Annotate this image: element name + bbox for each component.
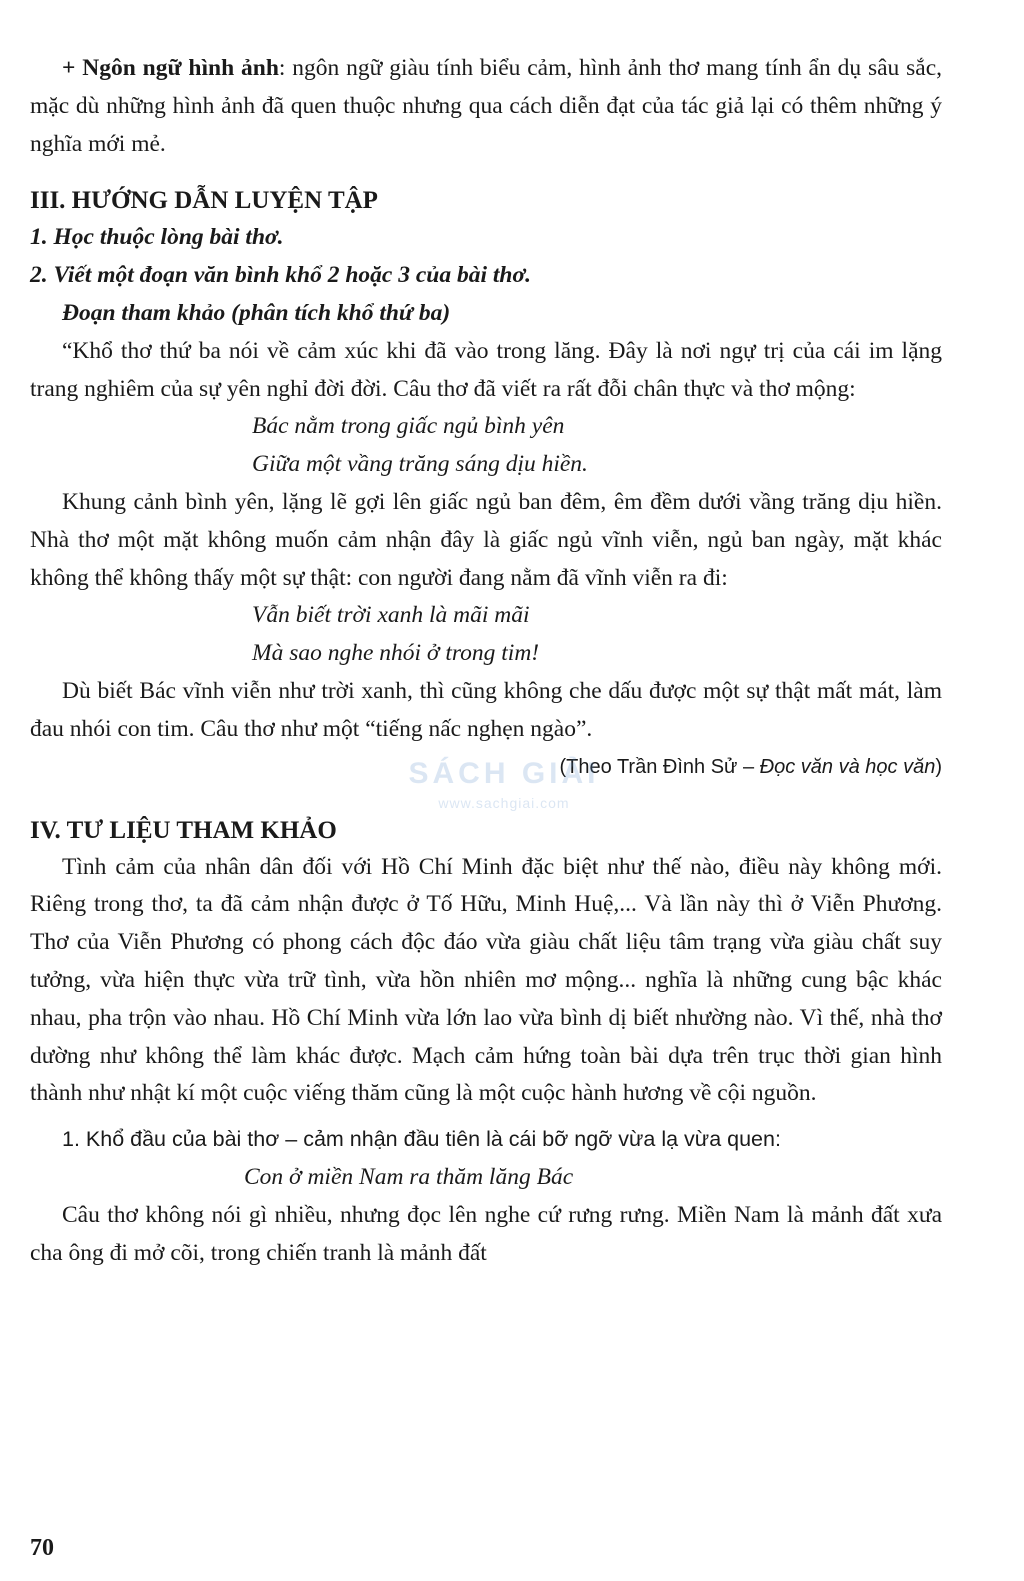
reference-paragraph-1: Tình cảm của nhân dân đối với Hồ Chí Minh đặc biệt như thế nào, điều này không mới. Riêng trong thơ, ta đã cảm nhận được ở Tố Hữu, Minh Huệ,... Và lần này thì ở Viễn Phương. Thơ của Viễn Phương có phong cách độc đáo vừa giàu chất liệu tâm trạng vừa giàu chất suy tưởng, vừa hiện thực vừa trữ tình, vừa hồn nhiên mơ mộng... nghĩa là những cung bậc khác nhau, pha trộn vào nhau. Hồ Chí Minh vừa lớn lao vừa bình dị biết nhường nào. Vì thế, nhà thơ dường như không thể làm khác được. Mạch cảm hứng toàn bài dựa trên trục thời gian hình thành như nhật kí một cuộc viếng thăm cũng là một cuộc hành hương về cội nguồn. (30, 853, 942, 1107)
reference-point-1: 1. Khổ đầu của bài thơ – cảm nhận đầu tiên là cái bỡ ngỡ vừa lạ vừa quen: (62, 1127, 781, 1152)
poem-line: Giữa một vầng trăng sáng dịu hiền. (252, 451, 588, 478)
section-heading-practice: III. HƯỚNG DẪN LUYỆN TẬP (30, 187, 378, 215)
intro-paragraph (30, 50, 942, 163)
practice-item-2: 2. Viết một đoạn văn bình khổ 2 hoặc 3 của bài thơ. (30, 262, 531, 289)
page-number: 70 (30, 1535, 54, 1561)
reference-paragraph-2: Câu thơ không nói gì nhiều, nhưng đọc lên nghe cứ rưng rưng. Miền Nam là mảnh đất xưa cha ông đi mở cõi, trong chiến tranh là mảnh đất (30, 1201, 942, 1266)
section-heading-reference: IV. TƯ LIỆU THAM KHẢO (30, 816, 337, 844)
poem-line: Mà sao nghe nhói ở trong tim! (252, 640, 540, 667)
sample-paragraph-3: Dù biết Bác vĩnh viễn như trời xanh, thì cũng không che dấu được một sự thật mất mát, làm đau nhói con tim. Câu thơ như một “tiếng nấc nghẹn ngào”. (30, 677, 942, 742)
citation-source: Đọc văn và học văn (759, 755, 936, 778)
poem-line: Bác nằm trong giấc ngủ bình yên (252, 413, 565, 440)
watermark-url: www.sachgiai.com (438, 795, 570, 811)
practice-item-1: 1. Học thuộc lòng bài thơ. (30, 224, 284, 251)
intro-text: : ngôn ngữ giàu tính biểu cảm, hình ảnh thơ mang tính ẩn dụ sâu sắc, mặc dù những hình ảnh đã quen thuộc nhưng qua cách diễn đạt của tác giả lại có thêm những ý nghĩa mới mẻ. (30, 55, 942, 157)
watermark-text: SÁCH GIẢI (408, 757, 600, 790)
poem-line: Con ở miền Nam ra thăm lăng Bác (244, 1164, 574, 1191)
intro-bold-term: + Ngôn ngữ hình ảnh (62, 55, 279, 81)
sample-paragraph-2: Khung cảnh bình yên, lặng lẽ gợi lên giấc ngủ ban đêm, êm đềm dưới vầng trăng dịu hiền. Nhà thơ một mặt không muốn cảm nhận đây là giấc ngủ vĩnh viễn, ngủ ban ngày, mặt khác không thể không thấy một sự thật: con người đang nằm đã vĩnh viễn ra đi: (30, 488, 942, 591)
citation-prefix: (Theo Trần Đình Sử – (559, 755, 760, 778)
document-page (30, 50, 942, 1273)
poem-line: Vẫn biết trời xanh là mãi mãi (252, 602, 530, 629)
citation-suffix: ) (935, 755, 942, 778)
sample-paragraph-1: “Khổ thơ thứ ba nói về cảm xúc khi đã vào trong lăng. Đây là nơi ngự trị của cái im lặng trang nghiêm của sự yên nghỉ đời đời. Câu thơ đã viết ra rất đỗi chân thực và thơ mộng: (30, 337, 942, 402)
watermark-logo (404, 754, 604, 830)
sample-title: Đoạn tham khảo (phân tích khổ thứ ba) (62, 299, 451, 326)
